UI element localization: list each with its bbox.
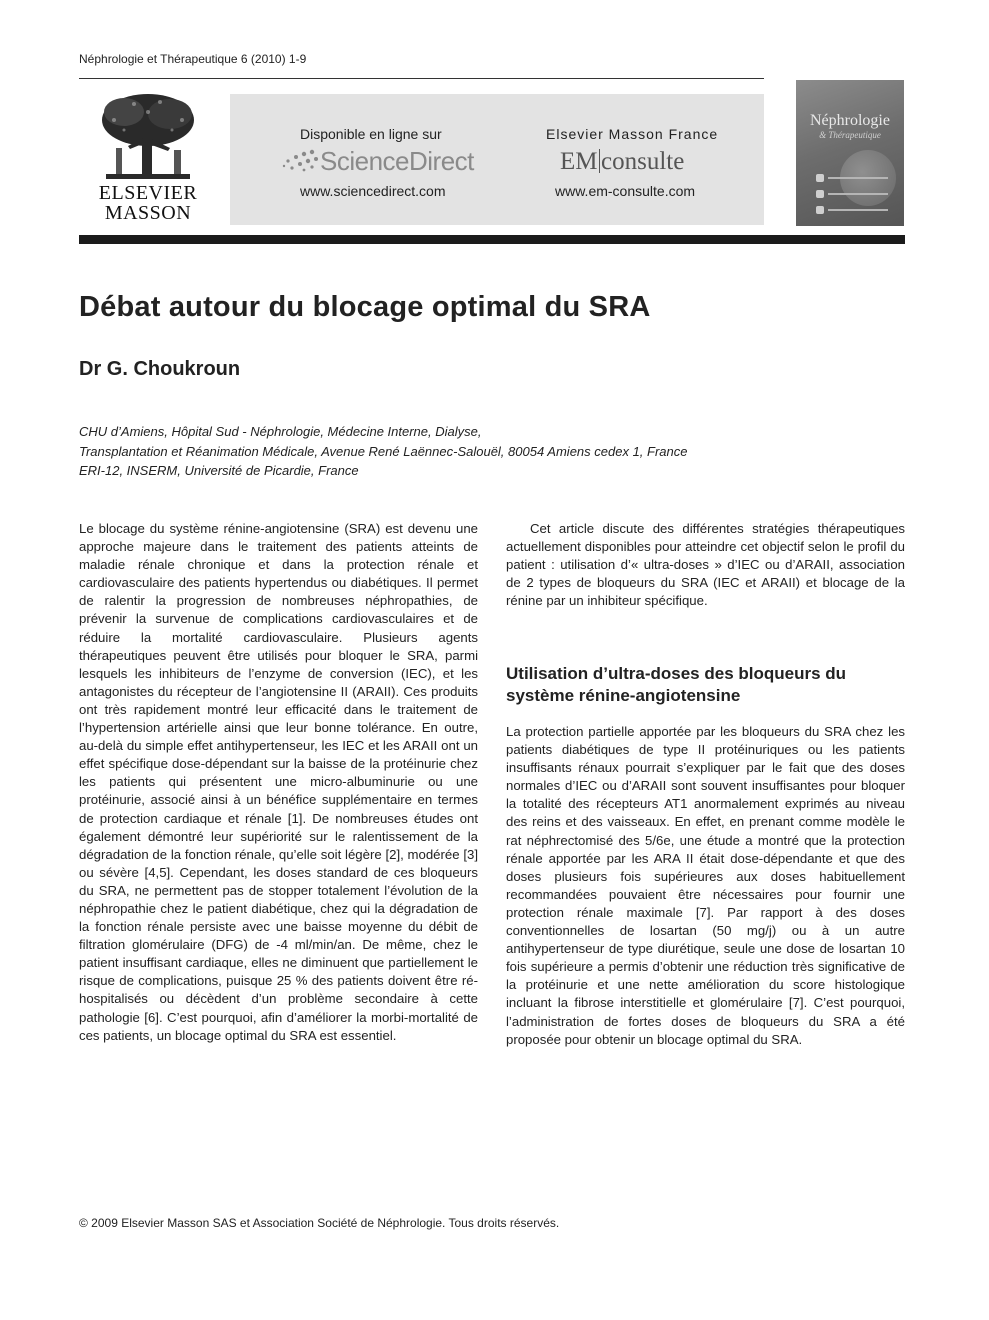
cover-title: Néphrologie	[810, 112, 890, 129]
intro-paragraph: Cet article discute des différentes stratégies thérapeutiques actuellement disponibles pour atteindre cet objectif selon le profil du patient : utilisation d’« ultra-doses » d’IEC ou d’ARAII, association de 2 types de bloqueurs du SRA (IEC et ARAII) et blocage de la rénine par un inhibiteur spécifique.	[506, 521, 905, 609]
sciencedirect-heading: Disponible en ligne sur	[300, 126, 442, 142]
top-divider	[79, 78, 764, 79]
cover-bullet-icon	[816, 174, 824, 182]
journal-cover-thumbnail	[796, 80, 904, 226]
logo-line-masson: MASSON	[104, 202, 192, 224]
article-author: Dr G. Choukroun	[79, 358, 241, 380]
em-consulte-url[interactable]: www.em-consulte.com	[555, 183, 696, 199]
section-heading: Utilisation d’ultra-doses des bloqueurs du système rénine-angiotensine	[506, 664, 847, 705]
right-column-section	[506, 723, 905, 1049]
sciencedirect-url[interactable]: www.sciencedirect.com	[300, 183, 446, 199]
journal-reference: Néphrologie et Thérapeutique 6 (2010) 1-9	[79, 52, 307, 66]
header-thick-divider	[79, 235, 905, 244]
em-brand-left: EM	[560, 148, 598, 175]
body-paragraph: Le blocage du système rénine-angiotensine (SRA) est devenu une approche majeure dans le traitement des patients atteints de maladie rénale chronique et dans la protection rénale et cardiovasculaire des patients hypertendus ou diabétiques. Il permet de ralentir la progression de nombreuses néphropathies, de prévenir la survenue de complications cardiovasculaires et de réduire la mortalité cardiovasculaire. Plusieurs agents thérapeutiques peuvent être utilisés pour bloquer le SRA, parmi lesquels les inhibiteurs de l’enzyme de conversion (IEC), et les antagonistes du récepteur de l’angiotensine II (ARAII). Ces produits ont très rapidement montré leur efficacité dans le traitement de l’hypertension artérielle ainsi que leur bonne tolérance. En outre, au-delà du simple effet antihypertenseur, les IEC et les ARAII ont un effet spécifique dose-dépendant sur la baisse de la protéinurie chez les patients qui présentent une micro-albuminurie ou une protéinurie, associé ainsi à un bénéfice supplémentaire en termes de protection cardiaque et rénale [1]. De nombreuses études ont également démontré leur supériorité sur le ralentissement de la dégradation de la fonction rénale, qu’elle soit légère [2], modérée [3] ou sévère [4,5]. Cependant, les doses standard de ces bloqueurs du SRA, ne permettent pas de stopper totalement l’évolution de la néphropathie chez le patient diabétique, chez qui la dégradation de la fonction rénale persiste avec une baisse moyenne du débit de filtration glomérulaire (DFG) de -4 ml/min/an. De même, chez le patient insuffisant cardiaque, elles ne diminuent que partiellement le risque de complications, puisque 25 % des patients doivent être ré-hospitalisés ou décèdent d’un problème secondaire à cette pathologie [6]. C’est pourquoi, afin d’améliorer la morbi-mortalité de ces patients, un blocage optimal du SRA est essentiel.	[79, 521, 478, 1043]
cover-line	[828, 177, 888, 179]
article-title: Débat autour du blocage optimal du SRA	[79, 291, 651, 323]
affiliations	[79, 422, 688, 481]
sciencedirect-dots-icon	[282, 148, 320, 174]
logo-line-elsevier: ELSEVIER	[98, 182, 198, 204]
cover-subtitle: & Thérapeutique	[819, 130, 881, 140]
sciencedirect-brand: ScienceDirect	[320, 146, 474, 176]
section-paragraph: La protection partielle apportée par les bloqueurs du SRA chez les patients diabétiques de type II protéinuriques ou les patients insuffisants rénaux pourrait s’expliquer par le fait que des doses normales d’IEC ou d’ARAII sont souvent insuffisantes pour bloquer la totalité des récepteurs AT1 anormalement exprimés au niveau des reins et des vaisseaux. En effet, en prenant comme modèle le rat néphrectomisé des 5/6e, une étude a montré que la protection rénale apportée par les ARA II était dose-dépendante et que des doses plusieurs fois supérieures aux doses habituellement recommandées pouvaient être nécessaires pour fournir une protection rénale maximale [7]. Par rapport à des doses conventionnelles de losartan (50 mg/j) ou à un autre antihypertenseur de type diurétique, seule une dose de losartan 10 fois supérieure a permis d’obtenir une réduction très significative de la protéinurie et une nette amélioration du score histologique incluant la fibrose interstitielle et glomérulaire [7]. C’est pourquoi, l’administration de fortes doses de bloqueurs du SRA a été proposée pour obtenir un blocage optimal du SRA.	[506, 724, 905, 1047]
cover-line	[828, 209, 888, 211]
em-brand-separator	[599, 149, 601, 173]
cover-bullet-icon	[816, 190, 824, 198]
cover-line	[828, 193, 888, 195]
tree-icon	[94, 90, 202, 182]
availability-banner	[230, 94, 764, 225]
elsevier-masson-logo	[90, 88, 206, 228]
em-heading: Elsevier Masson France	[546, 126, 719, 142]
left-column	[79, 520, 478, 1045]
copyright-notice: © 2009 Elsevier Masson SAS et Association Société de Néphrologie. Tous droits réservés.	[79, 1216, 560, 1230]
affiliation-line: Transplantation et Réanimation Médicale, Avenue René Laënnec-Salouël, 80054 Amiens cedex 1, France	[79, 443, 688, 459]
em-brand-right: consulte	[601, 148, 685, 175]
affiliation-line: ERI-12, INSERM, Université de Picardie, France	[79, 463, 359, 478]
em-consulte-brand	[560, 148, 684, 176]
cover-bullet-icon	[816, 206, 824, 214]
affiliation-line: CHU d’Amiens, Hôpital Sud - Néphrologie, Médecine Interne, Dialyse,	[79, 424, 482, 439]
right-column-intro	[506, 520, 905, 610]
